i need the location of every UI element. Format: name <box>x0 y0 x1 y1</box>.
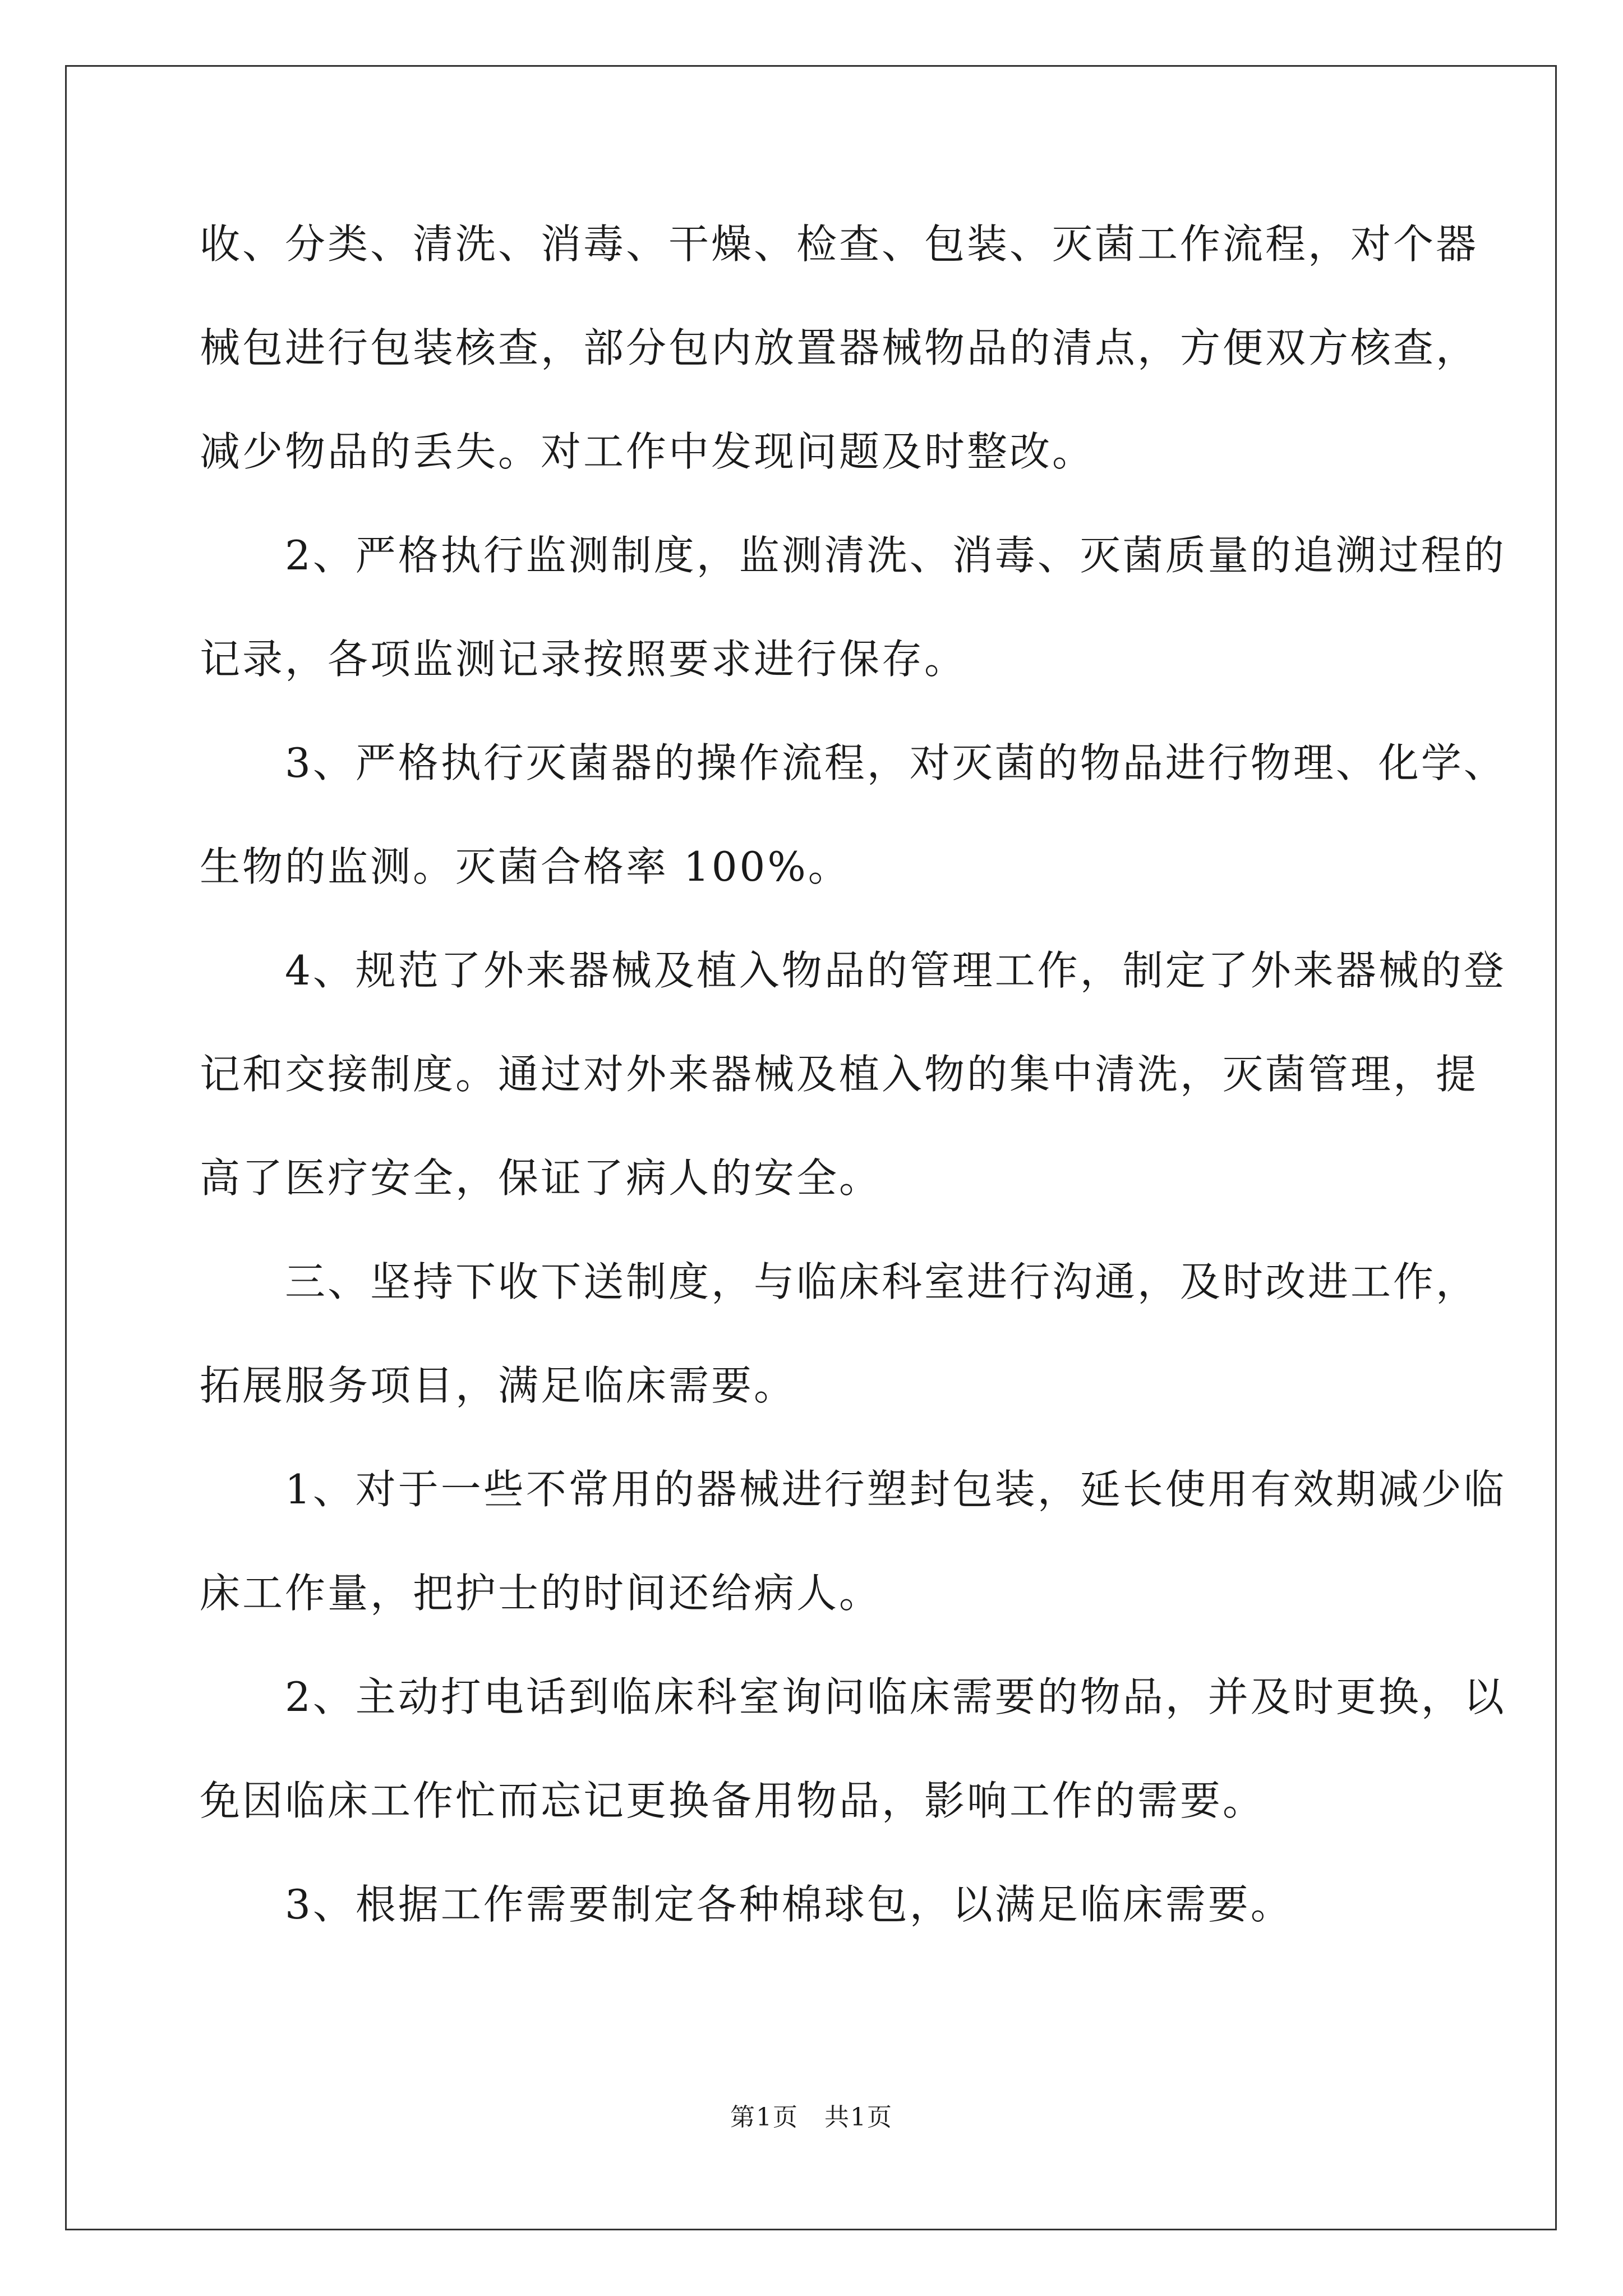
text-line: 拓展服务项目，满足临床需要。 <box>200 1362 797 1409</box>
text-line: 高了医疗安全，保证了病人的安全。 <box>200 1154 882 1202</box>
text-line: 2、严格执行监测制度，监测清洗、消毒、灭菌质量的追溯过程的 <box>200 532 1506 579</box>
text-line: 免因临床工作忙而忘记更换备用物品，影响工作的需要。 <box>200 1777 1266 1824</box>
text-line: 2、主动打电话到临床科室询问临床需要的物品，并及时更换，以 <box>200 1673 1506 1720</box>
text-line: 4、规范了外来器械及植入物品的管理工作，制定了外来器械的登 <box>200 947 1506 994</box>
text-line: 床工作量，把护士的时间还给病人。 <box>200 1570 882 1617</box>
page-footer: 第1页 共1页 <box>730 2103 893 2132</box>
text-line: 3、根据工作需要制定各种棉球包，以满足临床需要。 <box>200 1881 1293 1928</box>
text-line: 1、对于一些不常用的器械进行塑封包装，延长使用有效期减少临 <box>200 1466 1506 1513</box>
text-line: 生物的监测。灭菌合格率 100%。 <box>200 843 851 890</box>
text-line: 记和交接制度。通过对外来器械及植入物的集中清洗，灭菌管理，提 <box>200 1051 1479 1098</box>
text-line: 3、严格执行灭菌器的操作流程，对灭菌的物品进行物理、化学、 <box>200 739 1506 786</box>
text-line: 减少物品的丢失。对工作中发现问题及时整改。 <box>200 428 1095 475</box>
text-line: 记录，各项监测记录按照要求进行保存。 <box>200 636 967 683</box>
text-line: 械包进行包装核查，部分包内放置器械物品的清点，方便双方核查， <box>200 324 1479 371</box>
text-line: 三、坚持下收下送制度，与临床科室进行沟通，及时改进工作， <box>200 1258 1479 1305</box>
text-line: 收、分类、清洗、消毒、干燥、检查、包装、灭菌工作流程，对个器 <box>200 220 1479 268</box>
